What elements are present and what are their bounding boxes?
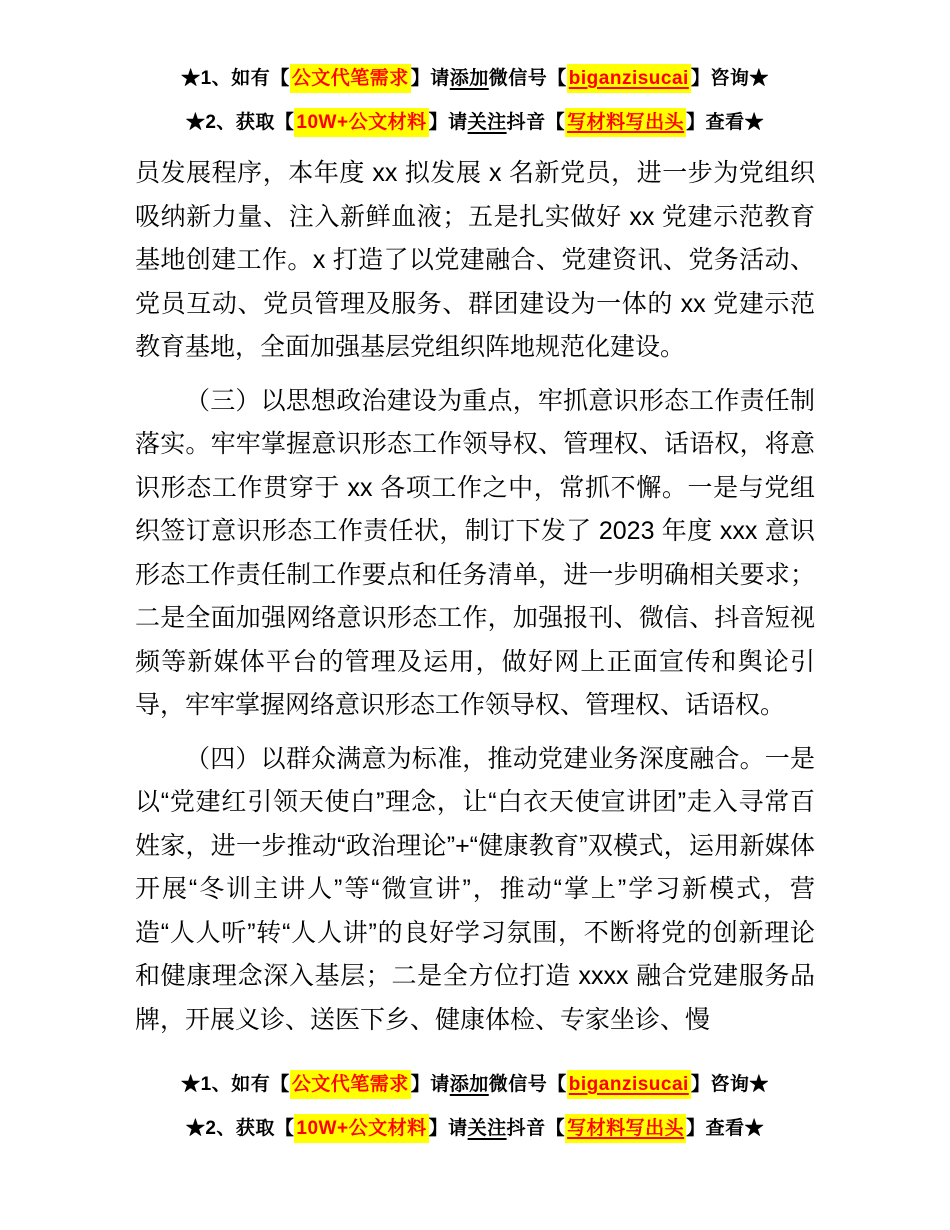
promo-text: ★1、如有【 (181, 1074, 290, 1095)
underlined-action-add: 添加 (449, 68, 489, 89)
promo-text: 】请 (428, 112, 468, 133)
paragraph-section-4: （四）以群众满意为标准，推动党建业务深度融合。一是以“党建红引领天使白”理念，让“白衣天使宣讲团”走入寻常百姓家，进一步推动“政治理论”+“健康教育”双模式，运用新媒体开展“冬训主讲人”等“微宣讲”，推动“掌上”学习新模式，营造“人人听”转“人人讲”的良好学习氛围，不断将党的创新理论和健康理念深入基层；二是全方位打造 xxxx 融合党建服务品牌，开展义诊、送医下乡、健康体检、专家坐诊、慢 (135, 744, 815, 1034)
promo-text: 】咨询★ (690, 68, 769, 89)
promo-text: 】请 (428, 1118, 468, 1139)
highlight-keyword-writing-service: 公文代笔需求 (290, 1070, 411, 1099)
promo-text: 】咨询★ (690, 1074, 769, 1095)
promo-text: 抖音【 (506, 1118, 566, 1139)
promo-banner-top (0, 57, 950, 145)
promo-text: 微信号【 (488, 1074, 567, 1095)
promo-line-2 (0, 1107, 950, 1151)
paragraph-section-3: （三）以思想政治建设为重点，牢抓意识形态工作责任制落实。牢牢掌握意识形态工作领导权、管理权、话语权，将意识形态工作贯穿于 xx 各项工作之中，常抓不懈。一是与党组织签订意识形态工作责任状，制订下发了 2023 年度 xxx 意识形态工作责任制工作要点和任务清单，进一步明确相关要求；二是全面加强网络意识形态工作，加强报刊、微信、抖音短视频等新媒体平台的管理及运用，做好网上正面宣传和舆论引导，牢牢掌握网络意识形态工作领导权、管理权、话语权。 (135, 386, 815, 719)
paragraph-continuation: 员发展程序，本年度 xx 拟发展 x 名新党员，进一步为党组织吸纳新力量、注入新鲜血液；五是扎实做好 xx 党建示范教育基地创建工作。x 打造了以党建融合、党建资讯、党务活动、党员互动、党员管理及服务、群团建设为一体的 xx 党建示范教育基地，全面加强基层党组织阵地规范化建设。 (135, 159, 815, 361)
promo-text: 】查看★ (686, 1118, 765, 1139)
wechat-id-highlight: biganzisucai (567, 1070, 691, 1099)
promo-text: 】请 (410, 1074, 450, 1095)
highlight-keyword-materials: 10W+公文材料 (294, 1114, 428, 1143)
promo-text: ★2、获取【 (185, 112, 295, 133)
douyin-account-highlight: 写材料写出头 (565, 1114, 686, 1143)
promo-text: 抖音【 (506, 112, 566, 133)
underlined-action-follow: 关注 (467, 112, 507, 133)
underlined-action-follow: 关注 (467, 1118, 507, 1139)
promo-banner-bottom (0, 1063, 950, 1151)
document-body (135, 152, 815, 1042)
promo-line-2 (0, 101, 950, 145)
underlined-action-add: 添加 (449, 1074, 489, 1095)
wechat-id-highlight: biganzisucai (567, 64, 691, 93)
promo-text: ★1、如有【 (181, 68, 290, 89)
promo-text: 】请 (410, 68, 450, 89)
promo-line-1 (0, 57, 950, 101)
promo-text: 微信号【 (488, 68, 567, 89)
promo-text: ★2、获取【 (185, 1118, 295, 1139)
highlight-keyword-writing-service: 公文代笔需求 (290, 64, 411, 93)
highlight-keyword-materials: 10W+公文材料 (294, 108, 428, 137)
douyin-account-highlight: 写材料写出头 (565, 108, 686, 137)
promo-text: 】查看★ (686, 112, 765, 133)
promo-line-1 (0, 1063, 950, 1107)
